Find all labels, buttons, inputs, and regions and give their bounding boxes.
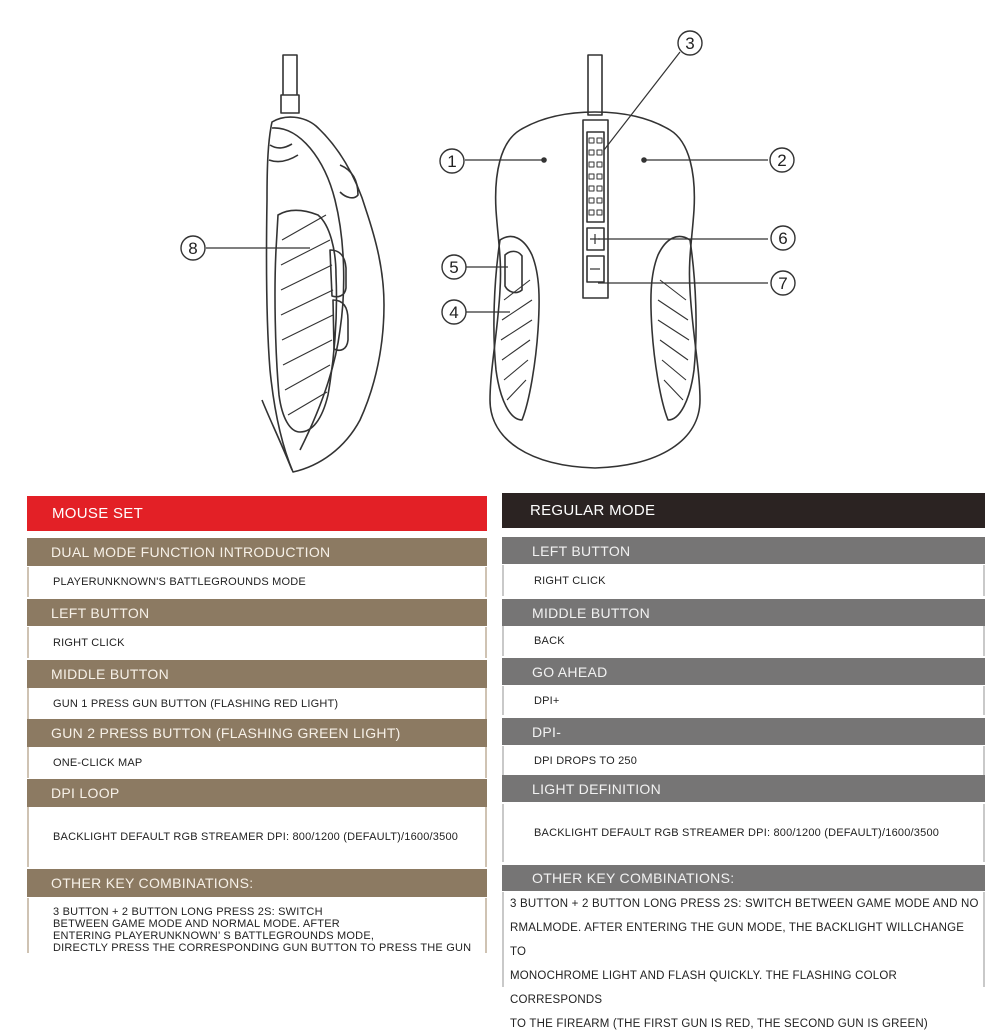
row-heading: DPI LOOP xyxy=(51,785,120,801)
row-description: DPI DROPS TO 250 xyxy=(534,754,638,767)
row-heading: LEFT BUTTON xyxy=(532,542,631,559)
callout-8 xyxy=(181,236,205,260)
mouse-set-header-row xyxy=(27,779,487,807)
mouse-set-value-row xyxy=(27,747,487,778)
regular-mode-value-row xyxy=(502,626,985,656)
callout-number: 1 xyxy=(447,152,457,171)
regular-mode-header-row xyxy=(502,718,985,745)
top-view-cable xyxy=(588,55,602,115)
callout-number: 2 xyxy=(777,151,787,170)
regular-mode-value-row xyxy=(502,804,985,862)
row-description: ONE-CLICK MAP xyxy=(53,756,143,769)
mouse-set-header-row xyxy=(27,719,487,747)
regular-mode-table xyxy=(502,493,985,1030)
row-heading: OTHER KEY COMBINATIONS: xyxy=(532,870,735,886)
row-description: PLAYERUNKNOWN'S BATTLEGROUNDS MODE xyxy=(53,576,306,588)
mouse-set-value-row xyxy=(27,807,487,867)
regular-mode-value-row xyxy=(502,565,985,596)
side-grip-panel xyxy=(275,210,337,432)
mouse-side-view xyxy=(262,55,384,472)
regular-mode-title xyxy=(502,493,985,528)
row-heading: GUN 2 PRESS BUTTON (FLASHING GREEN LIGHT) xyxy=(51,725,401,741)
mouse-set-header-row xyxy=(27,660,487,688)
callout-3 xyxy=(678,31,702,55)
regular-mode-header-row xyxy=(502,775,985,802)
regular-mode-value-row xyxy=(502,892,985,1030)
row-description: 3 BUTTON + 2 BUTTON LONG PRESS 2S: SWITCH BETWEEN GAME MODE AND NORMAL MODE. AFTER ENTERING PLAYERUNKNOWN’ S BATTLEGROUNDS MODE, DIRECTLY PRESS THE CORRESPONDING GUN BUTTON TO PRESS THE GUN xyxy=(53,906,472,954)
row-description: BACK xyxy=(534,635,565,647)
mouse-set-title-text: MOUSE SET xyxy=(52,505,144,522)
regular-mode-value-row xyxy=(502,686,985,715)
row-heading: MIDDLE BUTTON xyxy=(532,604,650,621)
mouse-set-title xyxy=(27,496,487,531)
callout-6 xyxy=(771,226,795,250)
callout-4 xyxy=(442,300,466,324)
mouse-set-table xyxy=(27,496,487,956)
callout-number: 3 xyxy=(685,34,695,53)
regular-mode-header-row xyxy=(502,658,985,685)
callout-number: 5 xyxy=(449,258,459,277)
mouse-set-header-row xyxy=(27,538,487,566)
mouse-diagram xyxy=(0,0,1000,490)
callout-number: 7 xyxy=(778,274,788,293)
mouse-set-header-row xyxy=(27,869,487,897)
callout-7 xyxy=(771,271,795,295)
row-description: RIGHT CLICK xyxy=(53,636,125,649)
row-description: 3 BUTTON + 2 BUTTON LONG PRESS 2S: SWITCH BETWEEN GAME MODE AND NO RMALMODE. AFTER ENTERING THE GUN MODE, THE BACKLIGHT WILLCHANGE TO MONOCHROME LIGHT AND FLASH QUICKLY. THE FLASHING COLOR CORRESPONDS TO THE FIREARM (THE FIRST GUN IS RED, THE SECOND GUN IS GREEN) xyxy=(510,898,979,1030)
row-description: BACKLIGHT DEFAULT RGB STREAMER DPI: 800/1200 (DEFAULT)/1600/3500 xyxy=(534,827,940,839)
mouse-set-value-row xyxy=(27,688,487,719)
row-description: GUN 1 PRESS GUN BUTTON (FLASHING RED LIGHT) xyxy=(53,697,339,710)
row-heading: OTHER KEY COMBINATIONS: xyxy=(51,875,254,891)
callout-number: 8 xyxy=(188,239,198,258)
callout-5 xyxy=(442,255,466,279)
row-description: BACKLIGHT DEFAULT RGB STREAMER DPI: 800/1200 (DEFAULT)/1600/3500 xyxy=(53,831,459,843)
mouse-set-value-row xyxy=(27,627,487,658)
mouse-top-view xyxy=(490,55,700,468)
callout-1 xyxy=(440,149,464,173)
row-heading: LIGHT DEFINITION xyxy=(532,780,661,797)
callout-2 xyxy=(770,148,794,172)
callout-number: 6 xyxy=(778,229,788,248)
callout-number: 4 xyxy=(449,303,459,322)
row-description: DPI+ xyxy=(534,694,560,707)
regular-mode-title-text: REGULAR MODE xyxy=(530,502,656,519)
row-heading: MIDDLE BUTTON xyxy=(51,666,169,682)
row-heading: GO AHEAD xyxy=(532,663,608,680)
row-heading: DPI- xyxy=(532,723,562,740)
row-heading: LEFT BUTTON xyxy=(51,604,150,621)
regular-mode-header-row xyxy=(502,537,985,564)
row-heading: DUAL MODE FUNCTION INTRODUCTION xyxy=(51,544,331,560)
regular-mode-value-row xyxy=(502,746,985,775)
regular-mode-header-row xyxy=(502,865,985,891)
mouse-set-value-row xyxy=(27,567,487,597)
mouse-set-header-row xyxy=(27,599,487,626)
regular-mode-header-row xyxy=(502,599,985,626)
mouse-set-value-row xyxy=(27,898,487,953)
row-description: RIGHT CLICK xyxy=(534,574,606,587)
